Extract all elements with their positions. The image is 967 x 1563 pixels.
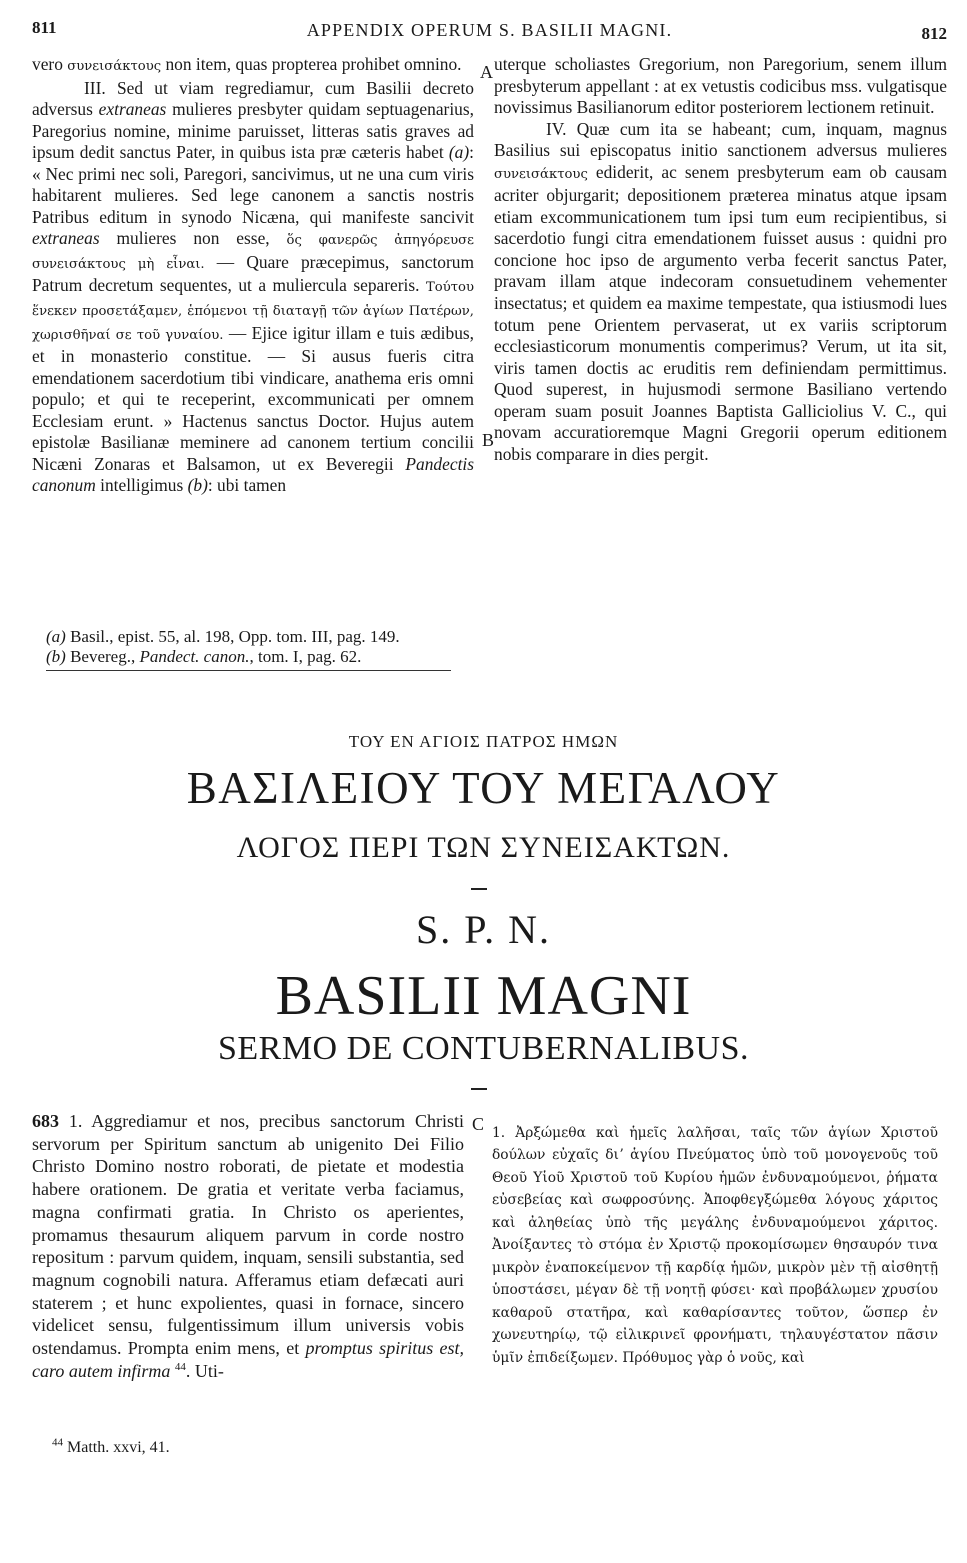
top-right-column [494,54,947,465]
greek-word: συνεισάκτους [67,59,162,74]
greek-title-line-1: ΤΟΥ ΕΝ ΑΓΙΟΙΣ ΠΑΤΡΟΣ ΗΜΩΝ [348,732,619,751]
margin-letter-a: A [480,62,493,82]
greek-title-line-3: ΛΟΓΟΣ ΠΕΡΙ ΤΩΝ ΣΥΝΕΙΣΑΚΤΩΝ. [236,831,731,864]
latin-text-column: 683 1. Aggrediamur et nos, precibus sanctorum Christi servorum per Spiritum sanctum ab unigenito Dei Filio Christo Domino nostro roborati, de pietate et modestia habere orationem. De gratia et veritate verba faciamus, magna confirmati gratia. In Christo os aperientes, promamus thesaurum aliquem parvum in corde nostro repositum : parvum quidem, inquam, sensili substantia, sed magnum cognobili natura. Afferamus etiam defæcati auri staterem ; et hunc expolientes, quasi in fornace, sincero videlicet sensu, fulgentissimum illum universis vobis ostendamus. Prompta enim mens, et promptus spiritus est, caro autem infirma $^{44}$. Uti- [32,1111,465,1381]
running-header [32,18,947,44]
title-divider [471,1088,487,1090]
title-divider [471,888,487,890]
latin-title-line-1: S. P. N. [416,907,551,952]
greek-word: συνεισάκτους [494,166,588,182]
top-left-paragraph-1: vero συνεισάκτους non item, quas propterea prohibet omnino. [32,54,462,74]
greek-quote: ὅς φανερῶς ἀπηγόρευσε συνεισάκτους μὴ εἶναι. [32,233,474,272]
greek-quote: Τούτου ἕνεκεν προσετάξαμεν, ἑπόμενοι τῇ διαταγῇ τῶν ἁγίων Πατέρων, χωρισθῆναί σε τοῦ γυναίου. [32,280,474,343]
page-number-left: 811 [32,18,57,37]
footnote-b: (b) Bevereg., Pandect. canon., tom. I, pag. 62. [46,647,362,666]
running-title: APPENDIX OPERUM S. BASILII MAGNI. [306,20,673,40]
margin-letter-b: B [482,430,495,450]
top-right-paragraph-2: IV. Quæ cum ita se habeant; cum, inquam, magnus Basilius sui episcopatus initio sanctionem adversus mulieres συνεισάκτους ediderit, ac senem presbyterum eam ob causam acriter objurgarit; depositionem præterea minatus atque ipsam etiam excommunicationem tum ipsi tum eum recipientibus, si sacerdotio fungi citra emendationem fuisset ausus : quidni pro concione hoc ipso de argumento verba fecerit sanctus Pater, pravam illam atque indecoram consuetudinem vehementer insectatus; et quidem ea maxime tempestate, qua istiusmodi lues totum pene Orientem pervaserat, ut ex variis scriptorum ecclesiasticorum monumentis comperimus? Verum, ut ita sit, viris tamen doctis ac eruditis rem definiendam permittimus. Quod superest, in hujusmodi sermone Basiliano vertendo operam suam posuit Joannes Baptista Galliciolius V. C., qui novam accuratioremque Magni Gregorii operum editionem nobis comparare in dies pergit. [494,118,947,464]
top-left-paragraph-2: III. Sed ut viam regrediamur, cum Basilii decreto adversus extraneas mulieres presbyter quidam septuagenarius, Paregorius nomine, minime paruisset, litteras satis graves ad ipsum dedit sanctus Pater, in quibus ista præ cæteris habet (a): « Nec primi nec soli, Paregori, sancivimus, ut ne una cum viris habitarent mulieres. Sed lege canonem a sanctis nostris Patribus editum in synodo Nicæna, qui manifeste sancivit extraneas mulieres non esse, ὅς φανερῶς ἀπηγόρευσε συνεισάκτους μὴ εἶναι. — Quare præcepimus, sanctorum Patrum decretum sequentes, ut a muliercula separeris. Τούτου ἕνεκεν προσετάξαμεν, ἑπόμενοι τῇ διαταγῇ τῶν ἁγίων Πατέρων, χωρισθῆναί σε τοῦ γυναίου. — Ejice igitur illam e tuis ædibus, et in monasterio constitue. — Si ausus fueris citra emendationem sacerdotium tibi vindicare, anathema eris omni populo; et qui te receperint, excommunicati per omnem Ecclesiam erunt. » Hactenus sanctus Doctor. Hujus autem epistolæ Basilianæ meminere ad canonem tertium concilii Nicæni Zonaras et Balsamon, ut ex Beveregii Pandectis canonum intelligimus (b): ubi tamen [32,77,474,496]
footnotes [46,627,516,667]
latin-title-line-2: BASILII MAGNI [275,965,692,1027]
top-left-column [32,54,474,497]
top-right-paragraph-1: uterque scholiastes Gregorium, non Paregorium, senem illum presbyterum appellant : at ex vetustis codicibus mss. vulgatisque novissimus Basilianorum editor posteriorem lectionem retinuit. [494,54,947,118]
bottom-footnote: $^{44}$ Matth. xxvi, 41. [52,1436,170,1456]
note-mark: 44 [174,1360,186,1373]
column-number: 683 [32,1111,59,1131]
greek-title-line-2: ΒΑΣΙΛΕΙΟΥ ΤΟΥ ΜΕΓΑΛΟΥ [186,763,781,813]
footnote-ref-a: (a) [448,142,470,163]
margin-letter-c: C [472,1114,485,1134]
footnote-a: (a) Basil., epist. 55, al. 198, Opp. tom. III, pag. 149. [46,627,400,646]
greek-text-column: 1. Ἀρξώμεθα καὶ ἡμεῖς λαλῆσαι, ταῖς τῶν ἁγίων Χριστοῦ δούλων εὐχαῖς διʼ ἁγίου Πνεύματος ὑπὸ τοῦ μονογενοῦς τοῦ Θεοῦ Υἱοῦ Χριστοῦ τοῦ Κυρίου ἡμῶν ἐνδυναμούμενοι, ῥήματα εὐσεβείας καὶ σωφροσύνης. Ἀποφθεγξώμεθα λόγους χάριτος καὶ ἀληθείας ὑπὸ τῆς μεγάλης ἐνδυναμούμενοι χάριτος. Ἀνοίξαντες τὸ στόμα ἐν Χριστῷ προκομίσωμεν θησαυρόν τινα μικρὸν ἐναποκείμενον τῇ καρδίᾳ ἡμῶν, μικρὸν μὲν τῇ αἰσθητῇ ὑποστάσει, μέγαν δὲ τῇ νοητῇ φύσει· καὶ προβάλωμεν χρυσίου καθαροῦ στατῆρα, καὶ καθαρίσαντες τοῦτον, ὥσπερ ἐν χωνευτηρίῳ, τῷ εἰλικρινεῖ φρονήματι, τηλαυγέστατον πᾶσιν ὑμῖν ἐπιδείξωμεν. Πρόθυμος γὰρ ὁ νοῦς, καὶ [492,1125,938,1366]
latin-title-line-3: SERMO DE CONTUBERNALIBUS. [217,1030,750,1067]
page-number-right: 812 [921,24,947,43]
footnote-ref-b: (b) [187,475,208,496]
footnote-rule [46,670,451,671]
